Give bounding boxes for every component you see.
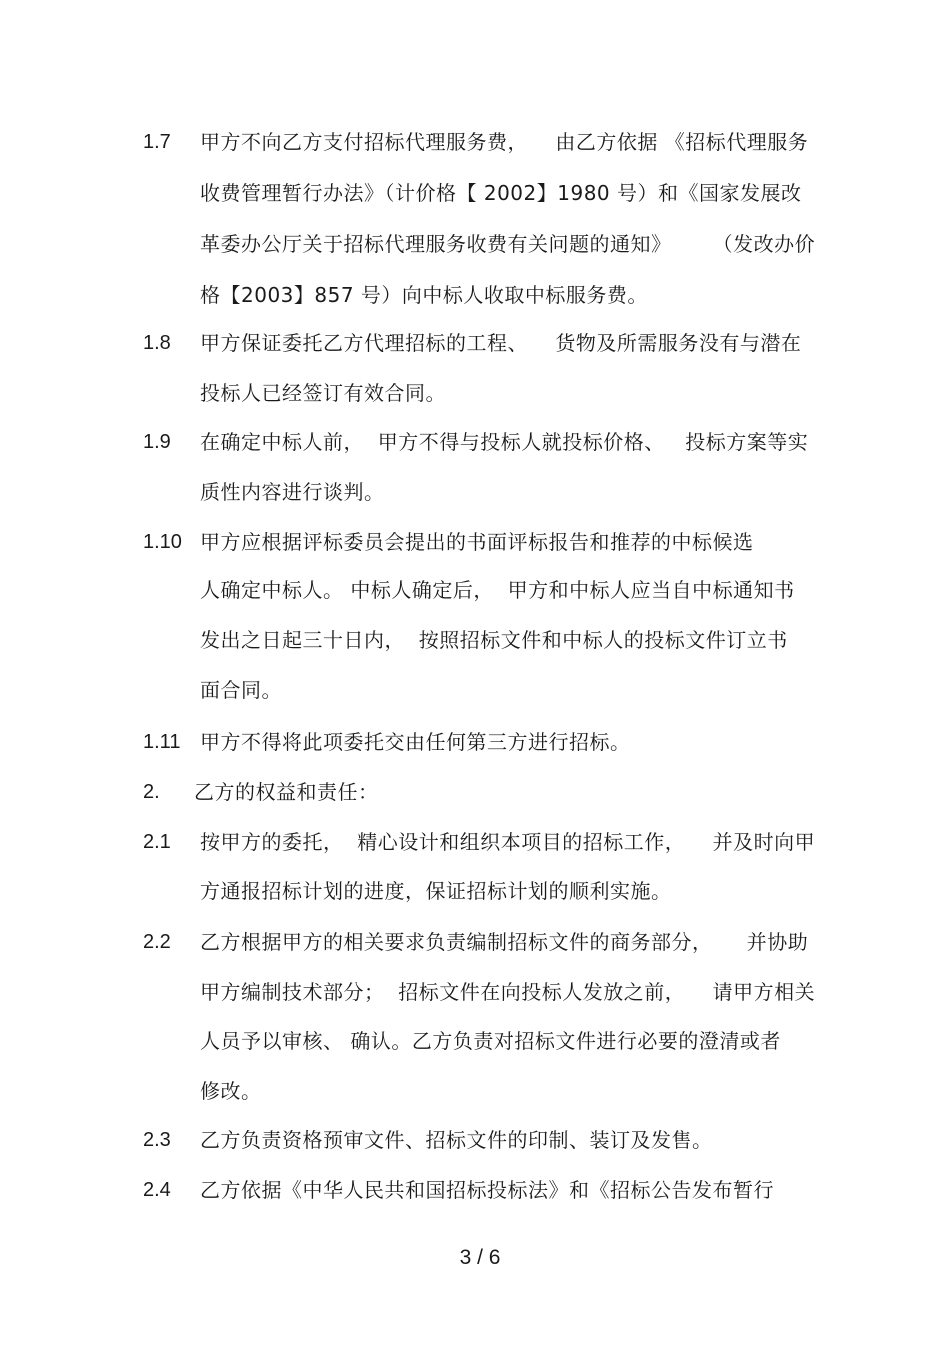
clause-text-line: 按甲方的委托， 精心设计和组织本项目的招标工作， 并及时向甲 — [200, 830, 816, 854]
section-title: 乙方的权益和责任： — [194, 780, 379, 804]
clause-number: 1.10 — [143, 531, 182, 553]
clause-text-line: 乙方依据《中华人民共和国招标投标法》和《招标公告发布暂行 — [200, 1178, 774, 1202]
clause-text-line: 发出之日起三十日内， 按照招标文件和中标人的投标文件订立书 — [200, 628, 788, 652]
clause-number: 2.2 — [143, 931, 171, 953]
page-number: 3 / 6 — [459, 1246, 501, 1269]
clause-number: 2.3 — [143, 1129, 171, 1151]
clause-text-line: 人员予以审核、 确认。乙方负责对招标文件进行必要的澄清或者 — [200, 1029, 781, 1053]
clause-number: 1.9 — [143, 431, 171, 453]
section-number: 2. — [143, 781, 160, 803]
clause-text-line: 修改。 — [200, 1079, 262, 1103]
clause-text-line: 人确定中标人。 中标人确定后， 甲方和中标人应当自中标通知书 — [200, 578, 795, 602]
clause-text-line: 甲方不得将此项委托交由任何第三方进行招标。 — [200, 730, 631, 754]
clause-text-line: 甲方保证委托乙方代理招标的工程、 货物及所需服务没有与潜在 — [200, 331, 802, 355]
clause-number: 1.11 — [143, 731, 181, 753]
clause-text-line: 甲方编制技术部分； 招标文件在向投标人发放之前， 请甲方相关 — [200, 980, 816, 1004]
clause-text-line: 格【2003】857 号）向中标人收取中标服务费。 — [200, 283, 648, 307]
clause-text-line: 乙方根据甲方的相关要求负责编制招标文件的商务部分， 并协助 — [200, 930, 809, 954]
clause-text-line: 面合同。 — [200, 678, 282, 702]
clause-text-line: 乙方负责资格预审文件、招标文件的印制、装订及发售。 — [200, 1128, 713, 1152]
clause-number: 1.8 — [143, 332, 171, 354]
clause-text-line: 在确定中标人前， 甲方不得与投标人就投标价格、 投标方案等实 — [200, 430, 809, 454]
clause-text-line: 甲方不向乙方支付招标代理服务费， 由乙方依据 《招标代理服务 — [200, 130, 809, 154]
clause-text-line: 质性内容进行谈判。 — [200, 480, 385, 504]
clause-text-line: 甲方应根据评标委员会提出的书面评标报告和推荐的中标候选 — [200, 530, 754, 554]
clause-text-line: 投标人已经签订有效合同。 — [200, 381, 446, 405]
clause-text-line: 方通报招标计划的进度，保证招标计划的顺利实施。 — [200, 879, 672, 903]
clause-text-line: 收费管理暂行办法》（计价格【 2002】1980 号）和《国家发展改 — [200, 181, 802, 205]
clause-number: 2.4 — [143, 1179, 171, 1201]
clause-number: 1.7 — [143, 131, 171, 153]
clause-text-line: 革委办公厅关于招标代理服务收费有关问题的通知》 （发改办价 — [200, 232, 816, 256]
clause-number: 2.1 — [143, 831, 171, 853]
